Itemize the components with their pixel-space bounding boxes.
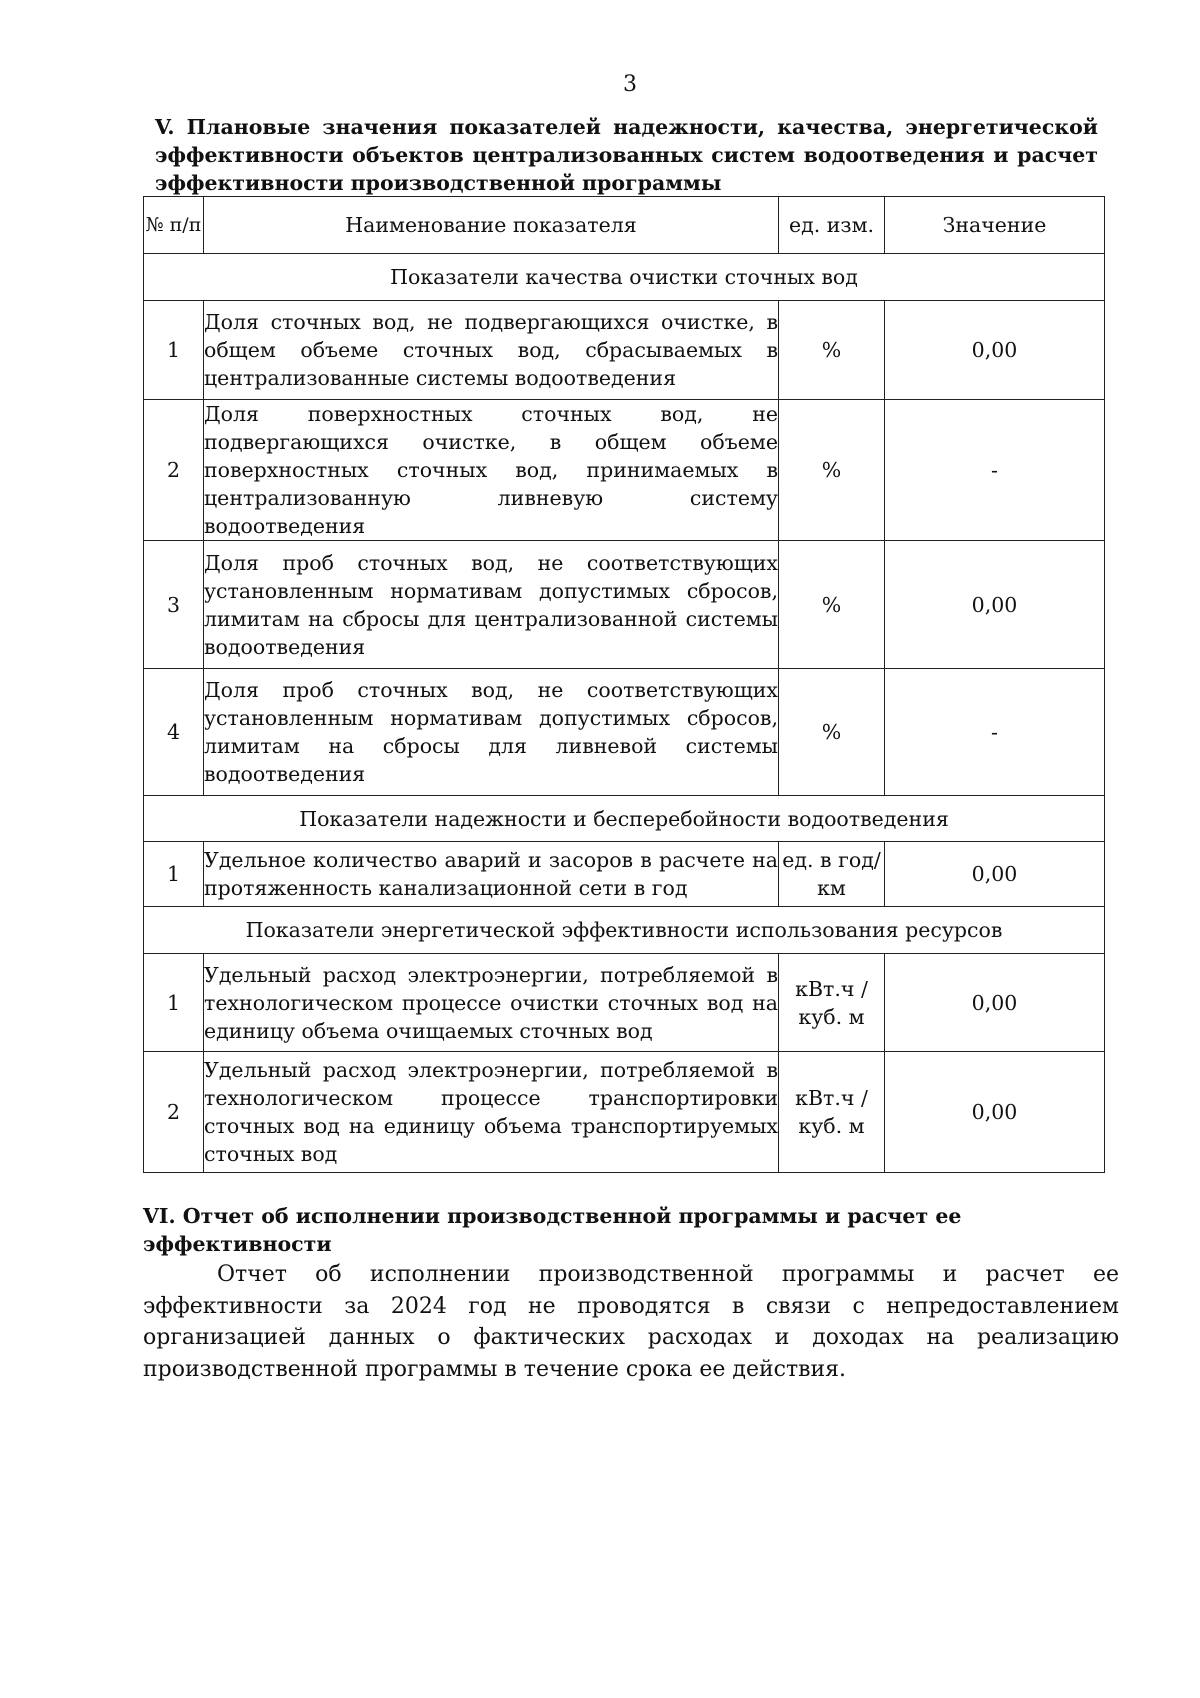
section-6-title: VI. Отчет об исполнении производственной программы и расчет ее эффективности	[143, 1204, 962, 1256]
row-value: 0,00	[885, 301, 1105, 400]
group-title: Показатели энергетической эффективности использования ресурсов	[144, 907, 1105, 954]
row-name: Удельный расход электроэнергии, потребляемой в технологическом процессе транспортировки сточных вод на единицу объема транспортируемых сточных вод	[204, 1052, 779, 1173]
table-row	[144, 1052, 1105, 1173]
row-value: 0,00	[885, 1052, 1105, 1173]
row-value: -	[885, 669, 1105, 796]
row-value: 0,00	[885, 954, 1105, 1052]
row-num: 1	[144, 301, 204, 400]
group-title: Показатели качества очистки сточных вод	[144, 254, 1105, 301]
row-num: 2	[144, 1052, 204, 1173]
row-name: Доля проб сточных вод, не соответствующих установленным нормативам допустимых сбросов, лимитам на сбросы для ливневой системы водоотведения	[204, 669, 779, 796]
row-value: -	[885, 400, 1105, 541]
row-name: Доля поверхностных сточных вод, не подвергающихся очистке, в общем объеме поверхностных сточных вод, принимаемых в централизованную ливневую систему водоотведения	[204, 400, 779, 541]
row-unit: %	[779, 669, 885, 796]
page-number: 3	[623, 72, 637, 97]
row-num: 1	[144, 954, 204, 1052]
row-unit: кВт.ч / куб. м	[779, 954, 885, 1052]
table-row	[144, 954, 1105, 1052]
group-row-energy	[144, 907, 1105, 954]
row-unit: %	[779, 301, 885, 400]
row-value: 0,00	[885, 842, 1105, 907]
row-num: 3	[144, 541, 204, 669]
group-title: Показатели надежности и бесперебойности водоотведения	[144, 796, 1105, 842]
report-paragraph: Отчет об исполнении производственной программы и расчет ее эффективности за 2024 год не проводятся в связи с непредоставлением организацией данных о фактических расходах и доходах на реализацию производственной программы в течение срока ее действия.	[143, 1262, 1119, 1382]
header-value: Значение	[885, 197, 1105, 254]
header-num: № п/п	[144, 197, 204, 254]
table-row	[144, 301, 1105, 400]
header-name: Наименование показателя	[204, 197, 779, 254]
table-row	[144, 400, 1105, 541]
header-unit: ед. изм.	[779, 197, 885, 254]
indicators-table	[143, 196, 1105, 1173]
group-row-reliability	[144, 796, 1105, 842]
row-unit: %	[779, 400, 885, 541]
row-unit: %	[779, 541, 885, 669]
row-name: Доля проб сточных вод, не соответствующих установленным нормативам допустимых сбросов, лимитам на сбросы для централизованной системы водоотведения	[204, 541, 779, 669]
table-row	[144, 842, 1105, 907]
row-unit: кВт.ч / куб. м	[779, 1052, 885, 1173]
section-5-title: V. Плановые значения показателей надежности, качества, энергетической эффективности объектов централизованных систем водоотведения и расчет эффективности производственной программы	[155, 115, 1098, 195]
row-name: Удельный расход электроэнергии, потребляемой в технологическом процессе очистки сточных вод на единицу объема очищаемых сточных вод	[204, 954, 779, 1052]
row-num: 2	[144, 400, 204, 541]
row-unit: ед. в год/ км	[779, 842, 885, 907]
row-num: 4	[144, 669, 204, 796]
row-value: 0,00	[885, 541, 1105, 669]
table-row	[144, 541, 1105, 669]
table-row	[144, 669, 1105, 796]
group-row-quality	[144, 254, 1105, 301]
row-num: 1	[144, 842, 204, 907]
row-name: Доля сточных вод, не подвергающихся очистке, в общем объеме сточных вод, сбрасываемых в централизованные системы водоотведения	[204, 301, 779, 400]
table-header-row	[144, 197, 1105, 254]
row-name: Удельное количество аварий и засоров в расчете на протяженность канализационной сети в год	[204, 842, 779, 907]
